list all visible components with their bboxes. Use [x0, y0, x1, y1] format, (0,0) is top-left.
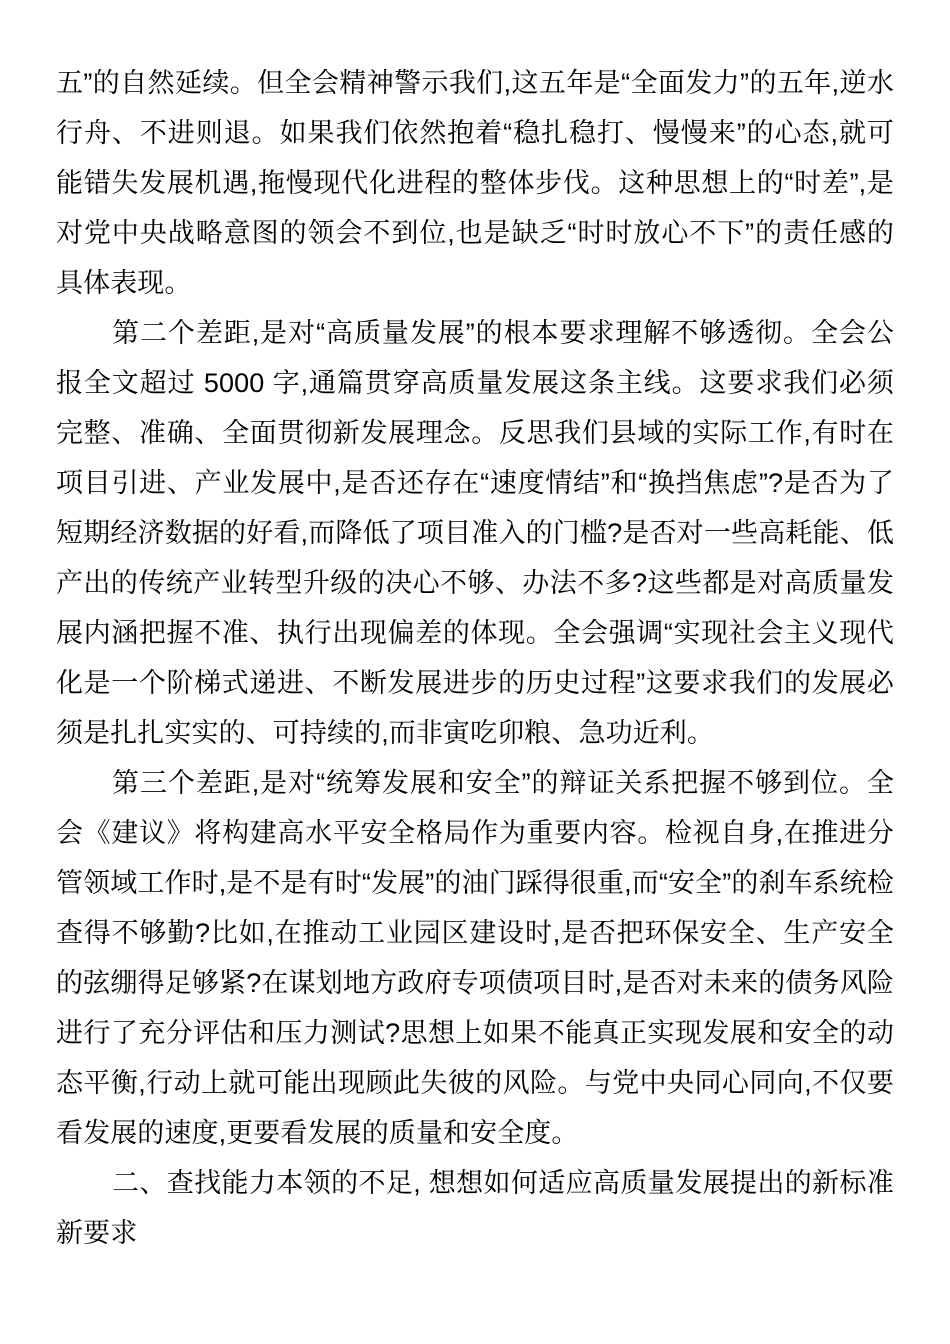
- paragraph-continued: 五”的自然延续。但全会精神警示我们,这五年是“全面发力”的五年,逆水行舟、不进则退。如果我们依然抱着“稳扎稳打、慢慢来”的心态,就可能错失发展机遇,拖慢现代化进程的整体步伐。这种思想上的“时差”,是对党中央战略意图的领会不到位,也是缺乏“时时放心不下”的责任感的具体表现。: [56, 68, 894, 298]
- section-two-heading: 二、查找能力本领的不足, 想想如何适应高质量发展提出的新标准新要求: [56, 1168, 894, 1248]
- paragraph-gap-three: 第三个差距,是对“统筹发展和安全”的辩证关系把握不够到位。全会《建议》将构建高水平安全格局作为重要内容。检视自身,在推进分管领域工作时,是不是有时“发展”的油门踩得很重,而“安全”的刹车系统检查得不够勤?比如,在推动工业园区建设时,是否把环保安全、生产安全的弦绷得足够紧?在谋划地方政府专项债项目时,是否对未来的债务风险进行了充分评估和压力测试?思想上如果不能真正实现发展和安全的动态平衡,行动上就可能出现顾此失彼的风险。与党中央同心同向,不仅要看发展的速度,更要看发展的质量和安全度。: [56, 768, 894, 1148]
- paragraph-gap-two: 第二个差距,是对“高质量发展”的根本要求理解不够透彻。全会公报全文超过 5000 字,通篇贯穿高质量发展这条主线。这要求我们必须完整、准确、全面贯彻新发展理念。反思我们县域的实际工作,有时在项目引进、产业发展中,是否还存在“速度情结”和“换挡焦虑”?是否为了短期经济数据的好看,而降低了项目准入的门槛?是否对一些高耗能、低产出的传统产业转型升级的决心不够、办法不多?这些都是对高质量发展内涵把握不准、执行出现偏差的体现。全会强调“实现社会主义现代化是一个阶梯式递进、不断发展进步的历史过程”这要求我们的发展必须是扎扎实实的、可持续的,而非寅吃卯粮、急功近利。: [56, 318, 894, 748]
- document-body: [56, 58, 894, 1258]
- page-footer-blank: [0, 1184, 950, 1344]
